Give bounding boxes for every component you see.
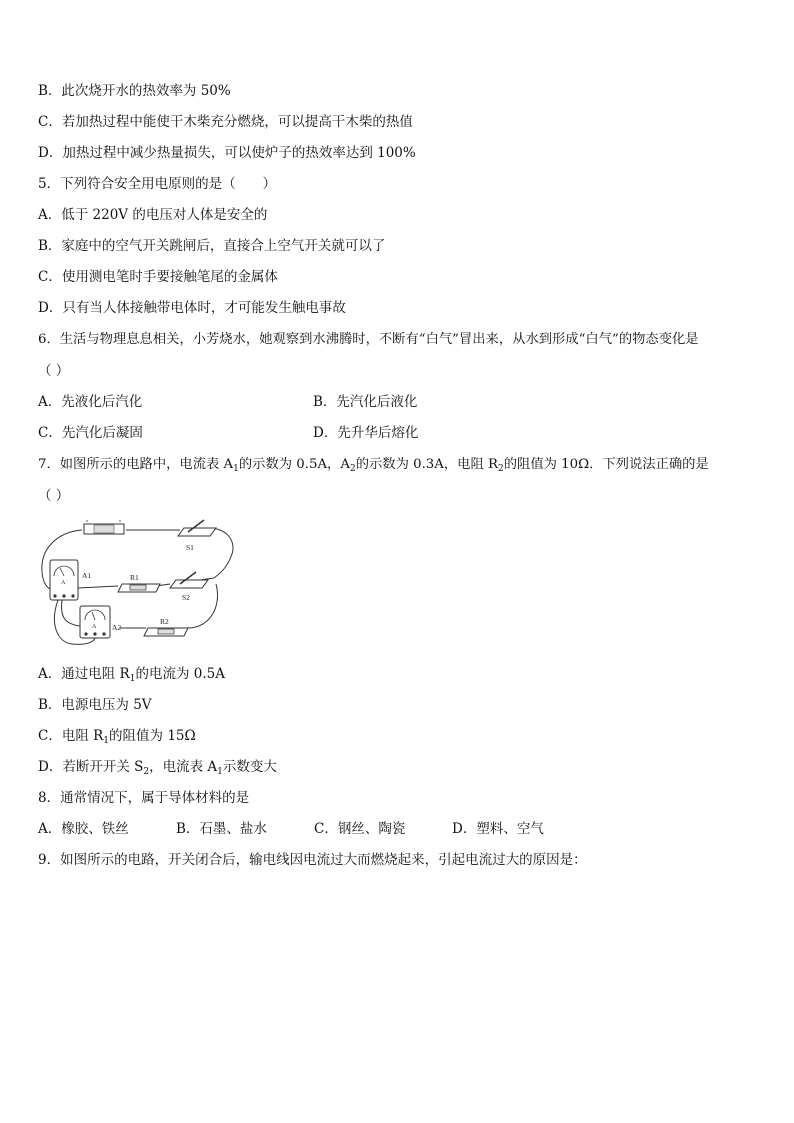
q7-option-a: A．通过电阻 $R_1$的电流为 0.5A: [38, 666, 225, 684]
ammeter-a1-icon: [50, 560, 91, 600]
resistor-r1-icon: [118, 573, 160, 592]
q6-option-a: A．先液化后汽化: [38, 394, 143, 410]
q8-stem: 8．通常情况下，属于导体材料的是: [38, 790, 250, 806]
q5-option-c: C．使用测电笔时手要接触笔尾的金属体: [38, 269, 278, 285]
q4-option-b: B．此次烧开水的热效率为 50%: [38, 83, 231, 99]
ammeter-a2-icon: [80, 606, 121, 638]
q7-circuit-figure: [38, 512, 238, 650]
q7-option-b: B．电源电压为 5V: [38, 697, 152, 713]
q6-stem: 6．生活与物理息息相关，小芳烧水，她观察到水沸腾时，不断有“白气”冒出来，从水到形成“白气”的物态变化是: [38, 332, 699, 347]
q7-option-d: D．若断开开关 $S_2$，电流表 $A_1$示数变大: [38, 759, 277, 777]
resistor-r2-label: R2: [160, 617, 169, 626]
battery-icon: [84, 520, 124, 534]
q7-paren: （ ）: [38, 488, 70, 504]
q8-option-d: D．塑料、空气: [452, 821, 544, 837]
q8-option-a: A．橡胶、铁丝: [38, 821, 129, 837]
q6-option-b: B．先汽化后液化: [313, 394, 418, 410]
ammeter-a2-meter-label: A: [92, 624, 97, 630]
q7-option-c: C．电阻 $R_1$的阻值为 15Ω: [38, 728, 196, 746]
ammeter-a2-label: A2: [112, 623, 122, 632]
ammeter-a1-label: A1: [82, 571, 92, 580]
q4-option-c: C．若加热过程中能使干木柴充分燃烧，可以提高干木柴的热值: [38, 114, 413, 130]
switch-s2-icon: [170, 572, 208, 602]
q8-option-c: C．钢丝、陶瓷: [314, 821, 406, 837]
q5-stem: 5．下列符合安全用电原则的是（ ）: [38, 176, 277, 192]
resistor-r2-icon: [144, 617, 188, 636]
q6-option-d: D．先升华后熔化: [313, 425, 419, 441]
q8-option-b: B．石墨、盐水: [176, 821, 267, 837]
q5-option-b: B．家庭中的空气开关跳闸后，直接合上空气开关就可以了: [38, 238, 386, 254]
ammeter-a1-meter-label: A: [61, 580, 66, 586]
switch-s2-label: S2: [182, 593, 190, 602]
q6-paren: （ ）: [38, 363, 70, 379]
q4-option-d: D．加热过程中减少热量损失，可以使炉子的热效率达到 100%: [38, 145, 416, 161]
resistor-r1-label: R1: [130, 573, 139, 582]
q5-option-a: A．低于 220V 的电压对人体是安全的: [38, 207, 268, 223]
q5-option-d: D．只有当人体接触带电体时，才可能发生触电事故: [38, 300, 346, 316]
q9-stem: 9．如图所示的电路，开关闭合后，输电线因电流过大而燃烧起来，引起电流过大的原因是：: [38, 852, 587, 868]
q6-option-c: C．先汽化后凝固: [38, 425, 143, 441]
switch-s1-label: S1: [186, 543, 194, 552]
q7-stem: 7．如图所示的电路中，电流表 $A_1$的示数为 0.5A，$A_2$的示数为 0.3A，电阻 $R_2$的阻值为 10Ω．下列说法正确的是: [38, 457, 709, 474]
switch-s1-icon: [178, 520, 216, 552]
